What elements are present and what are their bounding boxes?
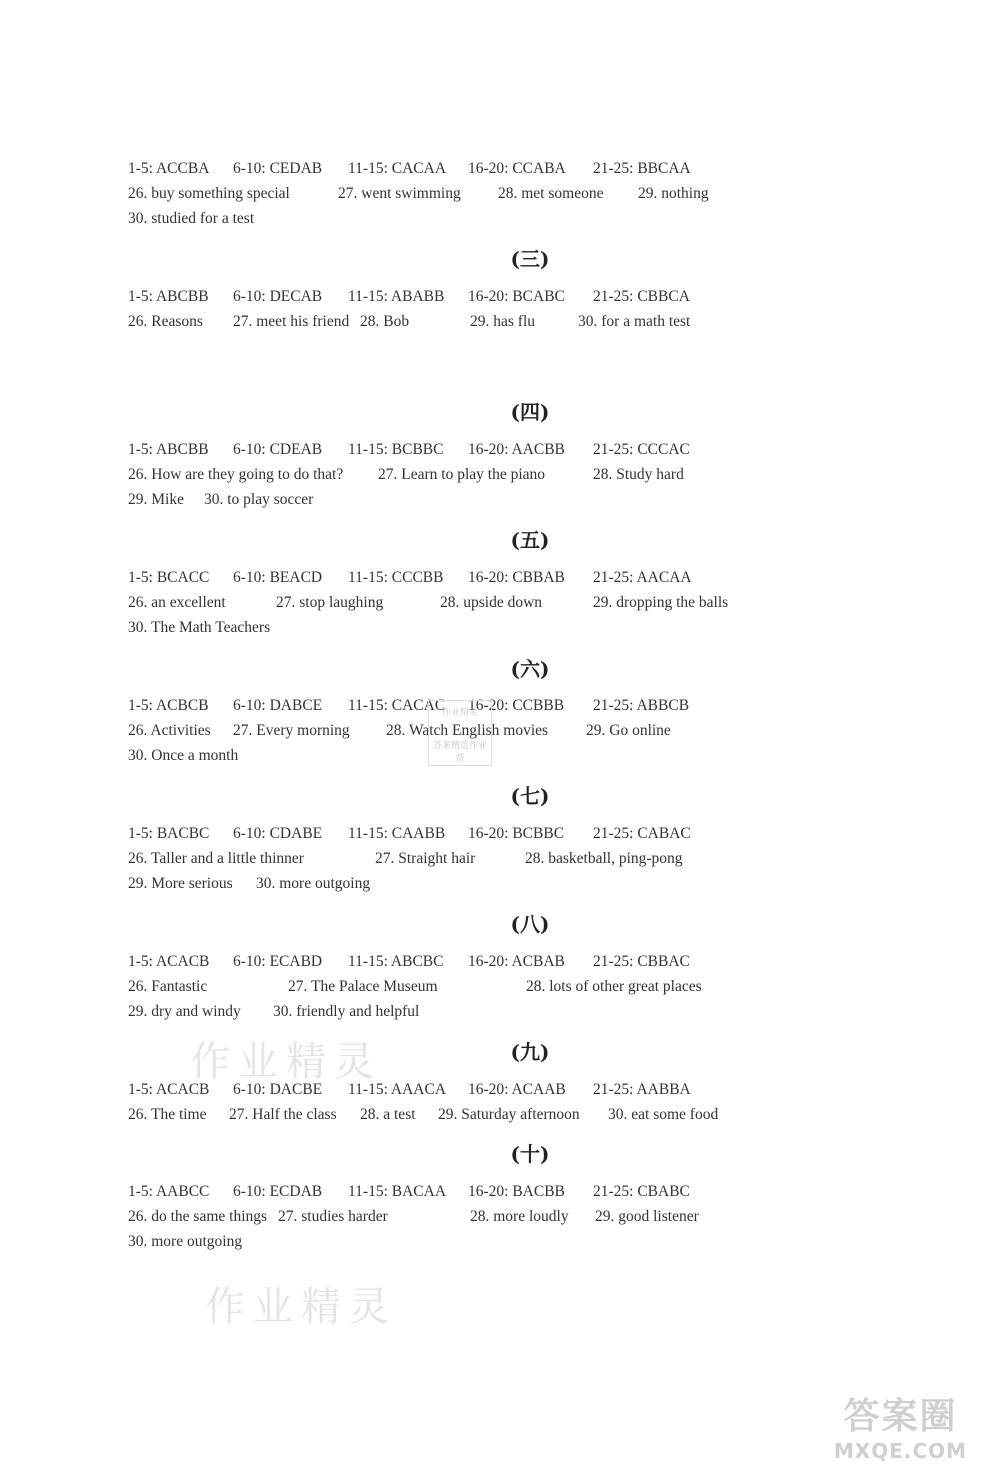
answer-group: 16-20: CBBAB bbox=[468, 569, 565, 586]
section-heading: (七) bbox=[510, 784, 550, 808]
fill-in-answer: 30. The Math Teachers bbox=[128, 619, 271, 636]
fill-in-answer: 28. basketball, ping-pong bbox=[525, 850, 683, 867]
answer-group: 6-10: BEACD bbox=[233, 569, 323, 586]
answer-group: 6-10: CDEAB bbox=[233, 441, 323, 458]
fill-in-answer: 29. has flu bbox=[470, 313, 536, 330]
answer-group: 1-5: AABCC bbox=[128, 1183, 210, 1200]
answer-group: 1-5: ACACB bbox=[128, 1081, 210, 1098]
answer-group: 1-5: ABCBB bbox=[128, 441, 209, 458]
answer-group: 1-5: ACCBA bbox=[128, 160, 210, 177]
section-heading: (六) bbox=[510, 657, 550, 681]
answer-group: 21-25: ABBCB bbox=[593, 697, 690, 714]
section-heading: (九) bbox=[510, 1040, 550, 1064]
answer-group: 11-15: BCBBC bbox=[348, 441, 444, 458]
answer-group: 21-25: BBCAA bbox=[593, 160, 691, 177]
fill-in-answer: 29. More serious bbox=[128, 875, 233, 892]
fill-in-answer: 29. Saturday afternoon bbox=[438, 1106, 580, 1123]
fill-in-answer: 26. The time bbox=[128, 1106, 207, 1123]
brand-url: MXQE.COM bbox=[833, 1439, 968, 1463]
stamp-sub: 答案精选作业帮 bbox=[432, 741, 487, 764]
answer-group: 6-10: ECABD bbox=[233, 953, 323, 970]
answer-group: 11-15: CAABB bbox=[348, 825, 446, 842]
fill-in-answer: 27. went swimming bbox=[338, 185, 461, 202]
fill-in-answer: 29. Mike bbox=[128, 491, 184, 508]
answer-group: 21-25: CBABC bbox=[593, 1183, 690, 1200]
answer-group: 1-5: ACACB bbox=[128, 953, 210, 970]
fill-in-answer: 30. Once a month bbox=[128, 747, 239, 764]
fill-in-answer: 28. more loudly bbox=[470, 1208, 569, 1225]
answer-group: 6-10: DECAB bbox=[233, 288, 323, 305]
fill-in-answer: 28. met someone bbox=[498, 185, 604, 202]
answer-group: 1-5: ABCBB bbox=[128, 288, 209, 305]
stamp-title: 作业精灵 bbox=[441, 708, 478, 718]
fill-in-answer: 27. Half the class bbox=[229, 1106, 337, 1123]
fill-in-answer: 29. dry and windy bbox=[128, 1003, 241, 1020]
watermark-lower: 作业精灵 bbox=[205, 1284, 397, 1330]
answer-group: 21-25: CBBAC bbox=[593, 953, 690, 970]
section-heading: (五) bbox=[510, 528, 550, 552]
brand-logo-text: 答案圈 bbox=[843, 1396, 958, 1437]
fill-in-answer: 27. Learn to play the piano bbox=[378, 466, 546, 483]
fill-in-answer: 29. Go online bbox=[586, 722, 671, 739]
answer-group: 21-25: CBBCA bbox=[593, 288, 690, 305]
fill-in-answer: 26. Activities bbox=[128, 722, 211, 739]
fill-in-answer: 30. studied for a test bbox=[128, 210, 255, 227]
fill-in-answer: 26. Taller and a little thinner bbox=[128, 850, 304, 867]
answer-group: 21-25: CCCAC bbox=[593, 441, 690, 458]
watermark-stamp bbox=[428, 700, 492, 766]
fill-in-answer: 28. Watch English movies bbox=[386, 722, 549, 739]
answer-group: 1-5: BCACC bbox=[128, 569, 210, 586]
fill-in-answer: 27. stop laughing bbox=[276, 594, 384, 611]
answer-group: 6-10: DABCE bbox=[233, 697, 323, 714]
answer-group: 11-15: CCCBB bbox=[348, 569, 444, 586]
answer-group: 16-20: BACBB bbox=[468, 1183, 565, 1200]
fill-in-answer: 30. for a math test bbox=[578, 313, 691, 330]
fill-in-answer: 30. friendly and helpful bbox=[273, 1003, 420, 1020]
fill-in-answer: 27. Every morning bbox=[233, 722, 350, 739]
answer-group: 16-20: CCABA bbox=[468, 160, 566, 177]
brand-logo bbox=[813, 1388, 988, 1463]
fill-in-answer: 26. Reasons bbox=[128, 313, 203, 330]
answer-group: 1-5: BACBC bbox=[128, 825, 210, 842]
fill-in-answer: 29. dropping the balls bbox=[593, 594, 729, 611]
fill-in-answer: 26. an excellent bbox=[128, 594, 226, 611]
answer-group: 21-25: CABAC bbox=[593, 825, 691, 842]
fill-in-answer: 28. Bob bbox=[360, 313, 410, 330]
answer-group: 16-20: ACAAB bbox=[468, 1081, 566, 1098]
answer-group: 11-15: BACAA bbox=[348, 1183, 447, 1200]
fill-in-answer: 28. upside down bbox=[440, 594, 543, 611]
section-heading: (三) bbox=[510, 247, 550, 271]
fill-in-answer: 28. Study hard bbox=[593, 466, 684, 483]
section-heading: (八) bbox=[510, 912, 550, 936]
answer-group: 16-20: CCBBB bbox=[468, 697, 565, 714]
answer-group: 11-15: CACAC bbox=[348, 697, 446, 714]
fill-in-answer: 27. meet his friend bbox=[233, 313, 350, 330]
answer-group: 16-20: AACBB bbox=[468, 441, 565, 458]
answer-group: 21-25: AABBA bbox=[593, 1081, 691, 1098]
fill-in-answer: 28. a test bbox=[360, 1106, 416, 1123]
fill-in-answer: 27. Straight hair bbox=[375, 850, 476, 867]
answer-group: 16-20: ACBAB bbox=[468, 953, 565, 970]
fill-in-answer: 26. do the same things bbox=[128, 1208, 268, 1225]
fill-in-answer: 28. lots of other great places bbox=[526, 978, 702, 995]
answer-group: 11-15: ABCBC bbox=[348, 953, 444, 970]
answer-group: 6-10: CDABE bbox=[233, 825, 323, 842]
fill-in-answer: 29. nothing bbox=[638, 185, 709, 202]
answer-group: 11-15: ABABB bbox=[348, 288, 445, 305]
fill-in-answer: 26. buy something special bbox=[128, 185, 290, 202]
section-heading: (十) bbox=[510, 1142, 550, 1166]
answer-group: 6-10: DACBE bbox=[233, 1081, 323, 1098]
fill-in-answer: 30. to play soccer bbox=[204, 491, 314, 508]
answer-group: 11-15: CACAA bbox=[348, 160, 447, 177]
fill-in-answer: 29. good listener bbox=[595, 1208, 699, 1225]
answer-group: 6-10: ECDAB bbox=[233, 1183, 323, 1200]
watermark-mid: 作业精灵 bbox=[190, 1039, 382, 1085]
section-heading: (四) bbox=[510, 400, 550, 424]
fill-in-answer: 30. more outgoing bbox=[256, 875, 371, 892]
fill-in-answer: 26. How are they going to do that? bbox=[128, 466, 344, 483]
fill-in-answer: 26. Fantastic bbox=[128, 978, 208, 995]
fill-in-answer: 30. more outgoing bbox=[128, 1233, 243, 1250]
answer-group: 11-15: AAACA bbox=[348, 1081, 447, 1098]
fill-in-answer: 27. The Palace Museum bbox=[288, 978, 438, 995]
answer-group: 6-10: CEDAB bbox=[233, 160, 323, 177]
fill-in-answer: 30. eat some food bbox=[608, 1106, 719, 1123]
answer-group: 16-20: BCABC bbox=[468, 288, 565, 305]
fill-in-answer: 27. studies harder bbox=[278, 1208, 388, 1225]
answer-group: 21-25: AACAA bbox=[593, 569, 692, 586]
answer-group: 16-20: BCBBC bbox=[468, 825, 565, 842]
answer-group: 1-5: ACBCB bbox=[128, 697, 209, 714]
